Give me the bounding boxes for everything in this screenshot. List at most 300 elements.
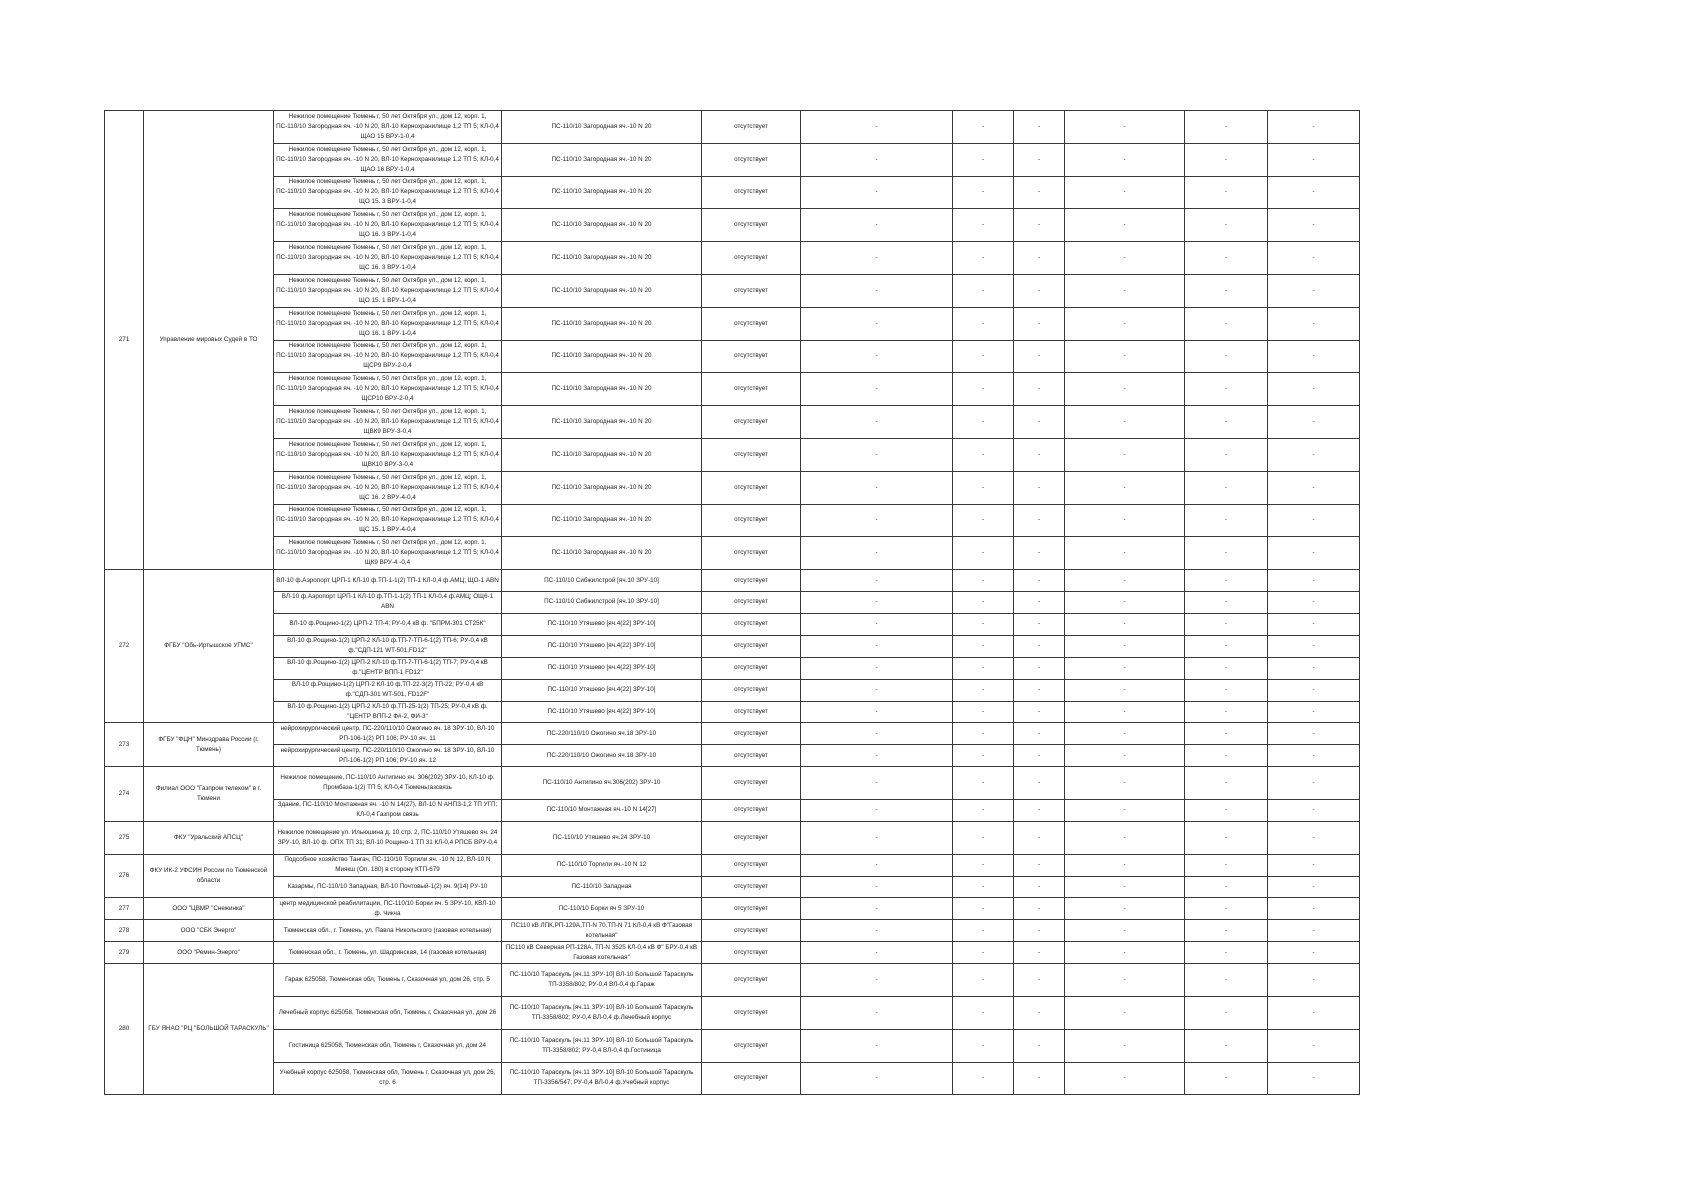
supply-center: ПС-110/10 Тараскуль [яч.11 ЗРУ-10] ВЛ-10 Большой Тараскуль ТП-3358/802; РУ-0,4 ВЛ-0,4 ф.Гараж (502, 964, 702, 997)
row-number: 275 (105, 821, 144, 854)
value-cell: - (801, 242, 953, 275)
object-description: Тюменская обл., г. Тюмень, ул. Шадринская, 14 (газовая котельная) (274, 942, 502, 964)
table-row (105, 111, 1360, 144)
object-description: Нежилое помещение ул. Ильюшина д. 10 стр. 2, ПС-110/10 Утяшево яч. 24 ЗРУ-10, ВЛ-10 ф. ОПХ ТП 31; ВЛ-10 Рощино-1 ТП 31 КЛ-0,4 РПСБ ВРУ-0,4 (274, 821, 502, 854)
value-cell: - (801, 340, 953, 373)
value-cell: - (1268, 657, 1360, 679)
object-description: ВЛ-10 ф.Аэропорт ЦРП-1 КЛ-10 ф.ТП-1-1(2) ТП-1 КЛ-0,4 ф.АМЦ; ОЩ6-1 АВN (274, 592, 502, 614)
value-cell: - (953, 242, 1014, 275)
value-cell: - (801, 1029, 953, 1062)
value-cell: - (1185, 176, 1268, 209)
object-description: Нежилое помещение Тюмень г, 50 лет Октября ул., дом 12, корп. 1, ПС-110/10 Загородная яч. -10 N 20, ВЛ-10 Кернохранилище 1,2 ТП 5; КЛ-0,4 ЩСР9 ВРУ-2-0,4 (274, 340, 502, 373)
supply-center: ПС-110/10 Монтажная яч.-10 N 14[27] (502, 799, 702, 821)
value-cell: - (953, 723, 1014, 745)
value-cell: - (1065, 920, 1185, 942)
value-cell: - (1268, 723, 1360, 745)
value-cell: - (1185, 504, 1268, 537)
row-number: 272 (105, 570, 144, 723)
value-cell: - (801, 143, 953, 176)
supply-center: ПС-110/10 Загородная яч.-10 N 20 (502, 537, 702, 570)
status-cell: отсутствует (702, 1029, 801, 1062)
organization-name: ФКУ ИК-2 УФСИН России по Тюменской области (144, 854, 274, 898)
value-cell: - (1065, 242, 1185, 275)
value-cell: - (1185, 242, 1268, 275)
value-cell: - (1065, 592, 1185, 614)
status-cell: отсутствует (702, 996, 801, 1029)
value-cell: - (1065, 209, 1185, 242)
supply-center: ПС-110/10 Загородная яч.-10 N 20 (502, 242, 702, 275)
table-row (105, 964, 1360, 997)
object-description: Нежилое помещение, ПС-110/10 Антипино яч. 306(202) ЗРУ-10, КЛ-10 ф. Промбаза-1(2) ТП 5; КЛ-0,4 Тюменьгазсвязь (274, 767, 502, 800)
value-cell: - (1268, 1029, 1360, 1062)
status-cell: отсутствует (702, 1062, 801, 1095)
supply-center: ПС-110/10 Загородная яч.-10 N 20 (502, 340, 702, 373)
object-description: ВЛ-10 ф.Рощино-1(2) ЦРП-2 КЛ-10 ф.ТП-22-3(2) ТП-22; РУ-0,4 кВ ф."СДП-301 WT-501, FD12F" (274, 679, 502, 701)
supply-center: ПС-110/10 Торгили яч.-10 N 12 (502, 854, 702, 876)
status-cell: отсутствует (702, 406, 801, 439)
row-number: 273 (105, 723, 144, 767)
value-cell: - (1268, 635, 1360, 657)
status-cell: отсутствует (702, 854, 801, 876)
value-cell: - (1014, 723, 1065, 745)
table-row (105, 1062, 1360, 1095)
supply-center: ПС-110/10 Борки яч 5 ЗРУ-10 (502, 898, 702, 920)
value-cell: - (953, 657, 1014, 679)
value-cell: - (953, 373, 1014, 406)
object-description: Нежилое помещение Тюмень г, 50 лет Октября ул., дом 12, корп. 1, ПС-110/10 Загородная яч. -10 N 20, ВЛ-10 Кернохранилище 1,2 ТП 5; КЛ-0,4 ЩО 15. 1 ВРУ-1-0,4 (274, 274, 502, 307)
value-cell: - (1185, 799, 1268, 821)
value-cell: - (1268, 537, 1360, 570)
value-cell: - (801, 613, 953, 635)
value-cell: - (1185, 854, 1268, 876)
value-cell: - (1065, 964, 1185, 997)
supply-center: ПС-110/10 Загородная яч.-10 N 20 (502, 471, 702, 504)
organization-name: ФКУ "Уральский АПСЦ" (144, 821, 274, 854)
status-cell: отсутствует (702, 111, 801, 144)
supply-center: ПС-110/10 Антипино яч.306(202) ЗРУ-10 (502, 767, 702, 800)
status-cell: отсутствует (702, 799, 801, 821)
value-cell: - (1268, 209, 1360, 242)
value-cell: - (1065, 307, 1185, 340)
object-description: Лечебный корпус 625058, Тюменская обл, Тюмень г, Сказочная ул, дом 26 (274, 996, 502, 1029)
supply-center: ПС-110/10 Утяшево [яч.4(22] ЗРУ-10] (502, 613, 702, 635)
value-cell: - (953, 701, 1014, 723)
table-row (105, 996, 1360, 1029)
organization-name: ФГБУ "ФЦН" Минздрава России (г. Тюмень) (144, 723, 274, 767)
status-cell: отсутствует (702, 307, 801, 340)
object-description: ВЛ-10 ф.Рощино-1(2) ЦРП-2 КЛ-10 ф.ТП-7-ТП-6-1(2) ТП-6; РУ-0,4 кВ ф."СДП-121 WT-501,FD12" (274, 635, 502, 657)
row-number: 279 (105, 942, 144, 964)
value-cell: - (953, 635, 1014, 657)
value-cell: - (1185, 898, 1268, 920)
value-cell: - (1185, 373, 1268, 406)
value-cell: - (801, 920, 953, 942)
value-cell: - (1185, 274, 1268, 307)
value-cell: - (1014, 996, 1065, 1029)
object-description: Гараж 625058, Тюменская обл, Тюмень г, Сказочная ул, дом 26, стр. 5 (274, 964, 502, 997)
table-row (105, 471, 1360, 504)
value-cell: - (1268, 799, 1360, 821)
value-cell: - (801, 504, 953, 537)
object-description: Нежилое помещение Тюмень г, 50 лет Октября ул., дом 12, корп. 1, ПС-110/10 Загородная яч. -10 N 20, ВЛ-10 Кернохранилище 1,2 ТП 5; КЛ-0,4 ЩАО 16 ВРУ-1-0,4 (274, 143, 502, 176)
value-cell: - (1268, 767, 1360, 800)
supply-center: ПС-110/10 Загородная яч.-10 N 20 (502, 406, 702, 439)
value-cell: - (801, 745, 953, 767)
supply-center: ПС-110/10 Загородная яч.-10 N 20 (502, 143, 702, 176)
supply-center: ПС-110/10 Тараскуль [яч.11 ЗРУ-10] ВЛ-10 Большой Тараскуль ТП-3358/802; РУ-0,4 ВЛ-0,4 ф.Гостиница (502, 1029, 702, 1062)
object-description: Нежилое помещение Тюмень г, 50 лет Октября ул., дом 12, корп. 1, ПС-110/10 Загородная яч. -10 N 20, ВЛ-10 Кернохранилище 1,2 ТП 5; КЛ-0,4 ЩВК10 ВРУ-3-0,4 (274, 438, 502, 471)
value-cell: - (801, 1062, 953, 1095)
value-cell: - (1185, 438, 1268, 471)
object-description: Здание, ПС-110/10 Монтажная яч. -10 N 14(27), ВЛ-10 N АНПЗ-1,2 ТП УГП; КЛ-0,4 Газпром связь (274, 799, 502, 821)
value-cell: - (1268, 111, 1360, 144)
supply-center: ПС-110/10 Загородная яч.-10 N 20 (502, 307, 702, 340)
value-cell: - (1185, 767, 1268, 800)
table-row (105, 274, 1360, 307)
value-cell: - (1014, 143, 1065, 176)
object-description: Нежилое помещение Тюмень г, 50 лет Октября ул., дом 12, корп. 1, ПС-110/10 Загородная яч. -10 N 20, ВЛ-10 Кернохранилище 1,2 ТП 5; КЛ-0,4 ЩО 16. 3 ВРУ-1-0,4 (274, 209, 502, 242)
status-cell: отсутствует (702, 657, 801, 679)
value-cell: - (953, 799, 1014, 821)
table-row (105, 920, 1360, 942)
table-row (105, 745, 1360, 767)
value-cell: - (1268, 701, 1360, 723)
value-cell: - (1014, 209, 1065, 242)
supply-center: ПС-110/10 Загородная яч.-10 N 20 (502, 373, 702, 406)
value-cell: - (953, 942, 1014, 964)
table-row (105, 821, 1360, 854)
value-cell: - (1065, 613, 1185, 635)
table-row (105, 657, 1360, 679)
object-description: Казармы, ПС-110/10 Западная, ВЛ-10 Почтовый-1(2) яч. 9(14) РУ-10 (274, 876, 502, 898)
organization-name: Филиал ООО "Газпром телеком" в г. Тюмени (144, 767, 274, 822)
value-cell: - (1065, 996, 1185, 1029)
value-cell: - (953, 274, 1014, 307)
value-cell: - (1065, 679, 1185, 701)
table-row (105, 176, 1360, 209)
status-cell: отсутствует (702, 920, 801, 942)
status-cell: отсутствует (702, 471, 801, 504)
value-cell: - (953, 1029, 1014, 1062)
value-cell: - (953, 1062, 1014, 1095)
value-cell: - (1268, 996, 1360, 1029)
value-cell: - (1268, 745, 1360, 767)
value-cell: - (1185, 1062, 1268, 1095)
supply-center: ПС-110/10 Тараскуль [яч.11 ЗРУ-10] ВЛ-10 Большой Тараскуль ТП-3358/802; РУ-0,4 ВЛ-0,4 ф.Лечебный корпус (502, 996, 702, 1029)
organization-name: ООО "ЦВМР "Снежинка" (144, 898, 274, 920)
value-cell: - (1268, 876, 1360, 898)
object-description: Нежилое помещение Тюмень г, 50 лет Октября ул., дом 12, корп. 1, ПС-110/10 Загородная яч. -10 N 20, ВЛ-10 Кернохранилище 1,2 ТП 5; КЛ-0,4 ЩО 15. 3 ВРУ-1-0,4 (274, 176, 502, 209)
status-cell: отсутствует (702, 723, 801, 745)
value-cell: - (801, 657, 953, 679)
value-cell: - (1014, 635, 1065, 657)
value-cell: - (801, 176, 953, 209)
value-cell: - (1268, 964, 1360, 997)
table-row (105, 438, 1360, 471)
object-description: Нежилое помещение Тюмень г, 50 лет Октября ул., дом 12, корп. 1, ПС-110/10 Загородная яч. -10 N 20, ВЛ-10 Кернохранилище 1,2 ТП 5; КЛ-0,4 ЩСР10 ВРУ-2-0,4 (274, 373, 502, 406)
value-cell: - (1014, 537, 1065, 570)
table-row (105, 570, 1360, 592)
value-cell: - (1014, 438, 1065, 471)
status-cell: отсутствует (702, 537, 801, 570)
row-number: 271 (105, 111, 144, 570)
organization-name: ГБУ ЯНАО "РЦ "БОЛЬШОЙ ТАРАСКУЛЬ" (144, 964, 274, 1095)
value-cell: - (953, 613, 1014, 635)
value-cell: - (1268, 340, 1360, 373)
value-cell: - (1014, 679, 1065, 701)
value-cell: - (1185, 1029, 1268, 1062)
value-cell: - (1268, 438, 1360, 471)
value-cell: - (1185, 111, 1268, 144)
value-cell: - (1185, 209, 1268, 242)
value-cell: - (801, 701, 953, 723)
value-cell: - (801, 537, 953, 570)
value-cell: - (1185, 307, 1268, 340)
value-cell: - (953, 876, 1014, 898)
value-cell: - (1065, 767, 1185, 800)
value-cell: - (1268, 613, 1360, 635)
value-cell: - (801, 964, 953, 997)
value-cell: - (1268, 242, 1360, 275)
value-cell: - (1014, 767, 1065, 800)
value-cell: - (953, 767, 1014, 800)
value-cell: - (801, 471, 953, 504)
supply-center: ПС-110/10 Тараскуль [яч.11 ЗРУ-10] ВЛ-10 Большой Тараскуль ТП-3356/547; РУ-0,4 ВЛ-0,4 ф.Учебный корпус (502, 1062, 702, 1095)
status-cell: отсутствует (702, 964, 801, 997)
value-cell: - (801, 876, 953, 898)
value-cell: - (1185, 942, 1268, 964)
status-cell: отсутствует (702, 274, 801, 307)
table-row (105, 373, 1360, 406)
object-description: ВЛ-10 ф.Рощино-1(2) ЦРП-2 ТП-4; РУ-0,4 кВ ф. "БПРМ-301 СТ25К" (274, 613, 502, 635)
value-cell: - (953, 854, 1014, 876)
table-row (105, 679, 1360, 701)
value-cell: - (1014, 657, 1065, 679)
value-cell: - (1268, 898, 1360, 920)
value-cell: - (953, 143, 1014, 176)
value-cell: - (1014, 242, 1065, 275)
value-cell: - (1185, 821, 1268, 854)
supply-center: ПС-220/110/10 Ожогино яч.18 ЗРУ-10 (502, 723, 702, 745)
object-description: Нежилое помещение Тюмень г, 50 лет Октября ул., дом 12, корп. 1, ПС-110/10 Загородная яч. -10 N 20, ВЛ-10 Кернохранилище 1,2 ТП 5; КЛ-0,4 ЩС 16. 2 ВРУ-4-0,4 (274, 471, 502, 504)
value-cell: - (801, 570, 953, 592)
value-cell: - (1185, 657, 1268, 679)
supply-center: ПС-110/10 Сибжилстрой [яч.10 ЗРУ-10] (502, 592, 702, 614)
status-cell: отсутствует (702, 504, 801, 537)
value-cell: - (1268, 920, 1360, 942)
value-cell: - (1268, 821, 1360, 854)
value-cell: - (1268, 570, 1360, 592)
value-cell: - (1065, 471, 1185, 504)
table-row (105, 942, 1360, 964)
table-row (105, 854, 1360, 876)
value-cell: - (801, 438, 953, 471)
value-cell: - (953, 679, 1014, 701)
value-cell: - (1185, 723, 1268, 745)
object-description: Нежилое помещение Тюмень г, 50 лет Октября ул., дом 12, корп. 1, ПС-110/10 Загородная яч. -10 N 20, ВЛ-10 Кернохранилище 1,2 ТП 5; КЛ-0,4 ЩС 16. 3 ВРУ-1-0,4 (274, 242, 502, 275)
value-cell: - (801, 799, 953, 821)
value-cell: - (953, 964, 1014, 997)
value-cell: - (953, 471, 1014, 504)
table-row (105, 701, 1360, 723)
supply-center: ПС-220/110/10 Ожогино яч.18 ЗРУ-10 (502, 745, 702, 767)
object-description: Учебный корпус 625058, Тюменская обл, Тюмень г, Сказочная ул, дом 26, стр. 6 (274, 1062, 502, 1095)
value-cell: - (1065, 340, 1185, 373)
value-cell: - (1065, 854, 1185, 876)
object-description: Гостиница 625058, Тюменская обл, Тюмень г, Сказочная ул, дом 24 (274, 1029, 502, 1062)
value-cell: - (1014, 504, 1065, 537)
object-description: нейрохирургический центр, ПС-220/110/10 Ожогино яч. 18 ЗРУ-10, ВЛ-10 РП-106-1(2) РП 106; РУ-10 яч. 12 (274, 745, 502, 767)
value-cell: - (1014, 307, 1065, 340)
table-row (105, 876, 1360, 898)
value-cell: - (1065, 942, 1185, 964)
value-cell: - (1014, 898, 1065, 920)
value-cell: - (1185, 471, 1268, 504)
value-cell: - (1065, 176, 1185, 209)
value-cell: - (801, 635, 953, 657)
value-cell: - (1185, 592, 1268, 614)
value-cell: - (1065, 438, 1185, 471)
value-cell: - (1065, 1029, 1185, 1062)
supply-center: ПС110 кВ Северная РП-128А, ТП-N 3525 КЛ-0,4 кВ Ф" БРУ-0,4 кВ Газовая котельная" (502, 942, 702, 964)
value-cell: - (1268, 679, 1360, 701)
value-cell: - (1185, 537, 1268, 570)
value-cell: - (1065, 373, 1185, 406)
value-cell: - (953, 307, 1014, 340)
value-cell: - (1014, 471, 1065, 504)
value-cell: - (1014, 613, 1065, 635)
status-cell: отсутствует (702, 176, 801, 209)
value-cell: - (801, 307, 953, 340)
value-cell: - (1014, 745, 1065, 767)
value-cell: - (1014, 274, 1065, 307)
object-description: ВЛ-10 ф.Рощино-1(2) ЦРП-2 КЛ-10 ф.ТП-25-1(2) ТП-25; РУ-0,4 кВ ф. "ЦЕНТР ВПП-2 Ф#-2, ФИ-3" (274, 701, 502, 723)
supply-center: ПС-110/10 Загородная яч.-10 N 20 (502, 274, 702, 307)
supply-center: ПС-110/10 Утяшево [яч.4(22] ЗРУ-10] (502, 701, 702, 723)
value-cell: - (1014, 942, 1065, 964)
value-cell: - (1185, 701, 1268, 723)
value-cell: - (1014, 701, 1065, 723)
status-cell: отсутствует (702, 613, 801, 635)
value-cell: - (953, 504, 1014, 537)
value-cell: - (953, 406, 1014, 439)
supply-center: ПС-110/10 Загородная яч.-10 N 20 (502, 504, 702, 537)
value-cell: - (953, 592, 1014, 614)
organization-name: ФГБУ "Обь-Иртышское УГМС" (144, 570, 274, 723)
supply-center: ПС-110/10 Загородная яч.-10 N 20 (502, 111, 702, 144)
value-cell: - (801, 373, 953, 406)
value-cell: - (953, 209, 1014, 242)
value-cell: - (1065, 274, 1185, 307)
object-description: ВЛ-10 ф.Аэропорт ЦРП-1 КЛ-10 ф.ТП-1-1(2) ТП-1 КЛ-0,4 ф.АМЦ; ЩО-1 АВN (274, 570, 502, 592)
value-cell: - (1185, 745, 1268, 767)
object-description: Тюменская обл., г. Тюмень, ул. Павла Никольского (газовая котельная) (274, 920, 502, 942)
value-cell: - (1065, 898, 1185, 920)
table-row (105, 1029, 1360, 1062)
value-cell: - (1014, 592, 1065, 614)
value-cell: - (1014, 570, 1065, 592)
data-table (104, 110, 1360, 1095)
value-cell: - (801, 898, 953, 920)
value-cell: - (1014, 799, 1065, 821)
supply-center: ПС-110/10 Загородная яч.-10 N 20 (502, 438, 702, 471)
value-cell: - (1065, 504, 1185, 537)
status-cell: отсутствует (702, 701, 801, 723)
value-cell: - (801, 111, 953, 144)
value-cell: - (1065, 876, 1185, 898)
value-cell: - (953, 111, 1014, 144)
status-cell: отсутствует (702, 745, 801, 767)
status-cell: отсутствует (702, 242, 801, 275)
table-row (105, 143, 1360, 176)
table-row (105, 898, 1360, 920)
value-cell: - (801, 592, 953, 614)
supply-center: ПС-110/10 Утяшево [яч.4(22] ЗРУ-10] (502, 657, 702, 679)
value-cell: - (953, 340, 1014, 373)
value-cell: - (953, 570, 1014, 592)
table-row (105, 242, 1360, 275)
table-row (105, 613, 1360, 635)
object-description: нейрохирургический центр, ПС-220/110/10 Ожогино яч. 18 ЗРУ-10, ВЛ-10 РП-106-1(2) РП 106; РУ-10 яч. 11 (274, 723, 502, 745)
value-cell: - (1185, 679, 1268, 701)
value-cell: - (1065, 821, 1185, 854)
value-cell: - (1014, 111, 1065, 144)
table-row (105, 635, 1360, 657)
value-cell: - (1014, 854, 1065, 876)
row-number: 278 (105, 920, 144, 942)
value-cell: - (1185, 340, 1268, 373)
value-cell: - (1185, 996, 1268, 1029)
value-cell: - (1065, 745, 1185, 767)
value-cell: - (1014, 876, 1065, 898)
status-cell: отсутствует (702, 592, 801, 614)
supply-center: ПС-110/10 Утяшево [яч.4(22] ЗРУ-10] (502, 679, 702, 701)
object-description: Подсобное хозяйство Тангач, ПС-110/10 Торгили яч. -10 N 12, ВЛ-10 N Миякш (Оп. 180) в сторону КТП-679 (274, 854, 502, 876)
row-number: 277 (105, 898, 144, 920)
value-cell: - (1065, 1062, 1185, 1095)
value-cell: - (1014, 1062, 1065, 1095)
supply-center: ПС-110/10 Сибжилстрой [яч.10 ЗРУ-10] (502, 570, 702, 592)
value-cell: - (1014, 821, 1065, 854)
value-cell: - (1065, 799, 1185, 821)
status-cell: отсутствует (702, 340, 801, 373)
value-cell: - (1268, 1062, 1360, 1095)
object-description: Нежилое помещение Тюмень г, 50 лет Октября ул., дом 12, корп. 1, ПС-110/10 Загородная яч. -10 N 20, ВЛ-10 Кернохранилище 1,2 ТП 5; КЛ-0,4 ЩК9 ВРУ-4 -0,4 (274, 537, 502, 570)
status-cell: отсутствует (702, 570, 801, 592)
value-cell: - (1014, 920, 1065, 942)
value-cell: - (801, 274, 953, 307)
value-cell: - (1268, 854, 1360, 876)
value-cell: - (1014, 340, 1065, 373)
value-cell: - (1185, 406, 1268, 439)
value-cell: - (1014, 964, 1065, 997)
value-cell: - (1268, 373, 1360, 406)
value-cell: - (1065, 701, 1185, 723)
value-cell: - (953, 920, 1014, 942)
status-cell: отсутствует (702, 767, 801, 800)
value-cell: - (801, 679, 953, 701)
supply-center: ПС-110/10 Загородная яч.-10 N 20 (502, 209, 702, 242)
supply-center: ПС-110/10 Утяшево яч.24 ЗРУ-10 (502, 821, 702, 854)
table-row (105, 592, 1360, 614)
value-cell: - (953, 745, 1014, 767)
table-row (105, 799, 1360, 821)
value-cell: - (1065, 143, 1185, 176)
supply-center: ПС-110/10 Утяшево [яч.4(22] ЗРУ-10] (502, 635, 702, 657)
status-cell: отсутствует (702, 438, 801, 471)
value-cell: - (801, 723, 953, 745)
object-description: Нежилое помещение Тюмень г, 50 лет Октября ул., дом 12, корп. 1, ПС-110/10 Загородная яч. -10 N 20, ВЛ-10 Кернохранилище 1,2 ТП 5; КЛ-0,4 ЩВК9 ВРУ-3-0,4 (274, 406, 502, 439)
